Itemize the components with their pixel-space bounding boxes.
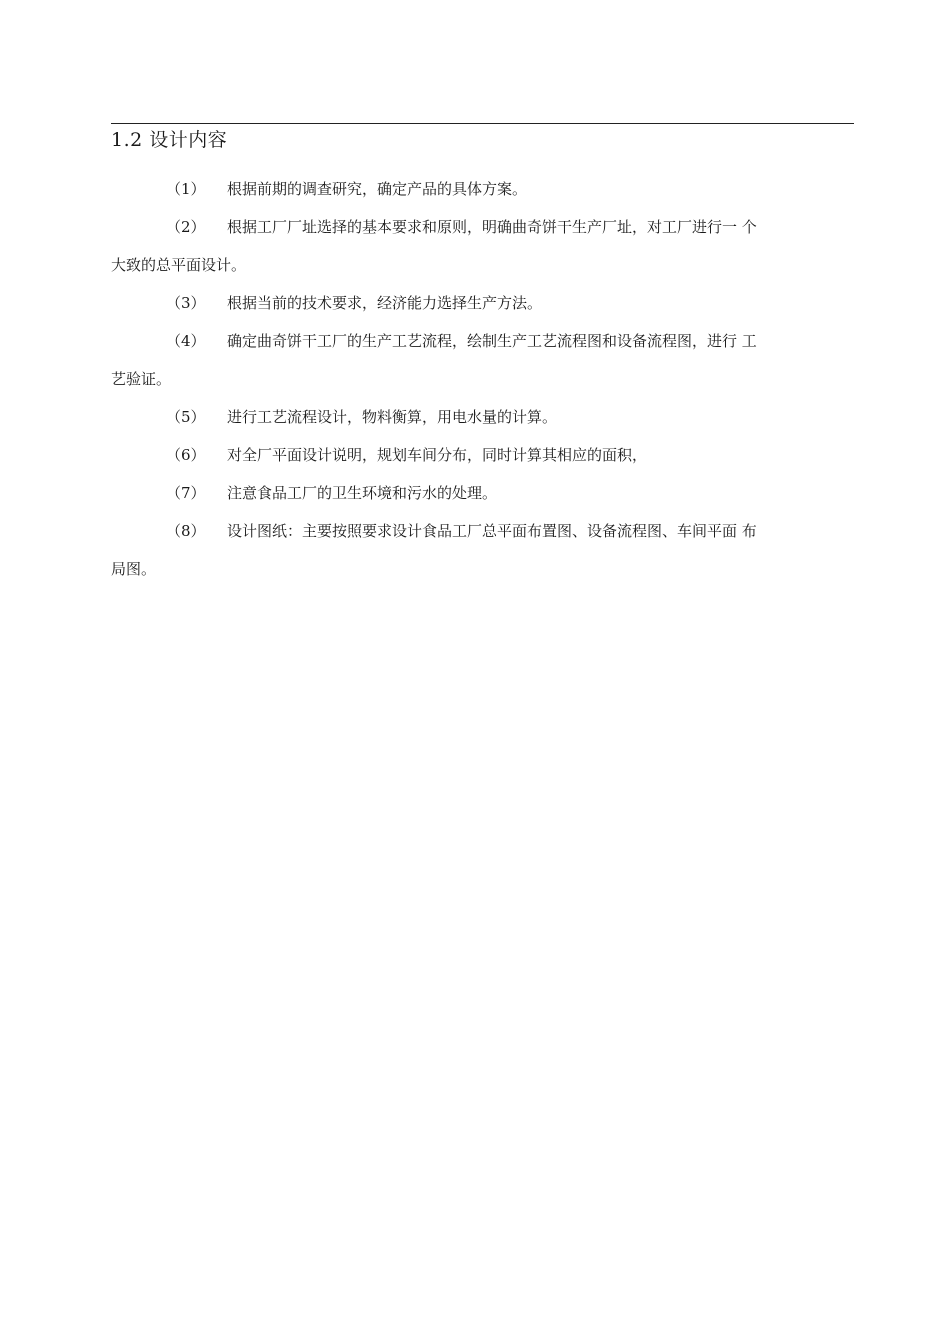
- item-text: 根据工厂厂址选择的基本要求和原则，明确曲奇饼干生产厂址，对工厂进行一 个: [227, 218, 757, 236]
- item-text: 设计图纸：主要按照要求设计食品工厂总平面布置图、设备流程图、车间平面 布: [227, 522, 757, 540]
- list-item: [111, 322, 849, 398]
- item-text-continuation: 局图。: [111, 560, 157, 578]
- list-item: [111, 512, 849, 588]
- item-number: （1）: [166, 180, 206, 198]
- item-text: 根据当前的技术要求，经济能力选择生产方法。: [227, 294, 543, 312]
- item-text: 对全厂平面设计说明，规划车间分布，同时计算其相应的面积，: [227, 446, 648, 464]
- list-item: [111, 474, 849, 512]
- list-item: [111, 208, 849, 284]
- list-item: [111, 398, 849, 436]
- item-text: 进行工艺流程设计，物料衡算，用电水量的计算。: [227, 408, 558, 426]
- item-number: （2）: [166, 218, 206, 236]
- item-text: 根据前期的调查研究，确定产品的具体方案。: [227, 180, 528, 198]
- list-item: [111, 284, 849, 322]
- list-item: [111, 436, 849, 474]
- list-item: [111, 170, 849, 208]
- section-heading: 1.2 设计内容: [111, 129, 228, 151]
- item-number: （8）: [166, 522, 206, 540]
- header-rule: [111, 123, 854, 124]
- item-text: 确定曲奇饼干工厂的生产工艺流程，绘制生产工艺流程图和设备流程图，进行 工: [227, 332, 757, 350]
- item-number: （6）: [166, 446, 206, 464]
- item-number: （3）: [166, 294, 206, 312]
- section-content: [111, 170, 849, 588]
- item-number: （5）: [166, 408, 206, 426]
- item-text-continuation: 艺验证。: [111, 370, 172, 388]
- item-number: （4）: [166, 332, 206, 350]
- item-text-continuation: 大致的总平面设计。: [111, 256, 247, 274]
- item-text: 注意食品工厂的卫生环境和污水的处理。: [227, 484, 498, 502]
- item-number: （7）: [166, 484, 206, 502]
